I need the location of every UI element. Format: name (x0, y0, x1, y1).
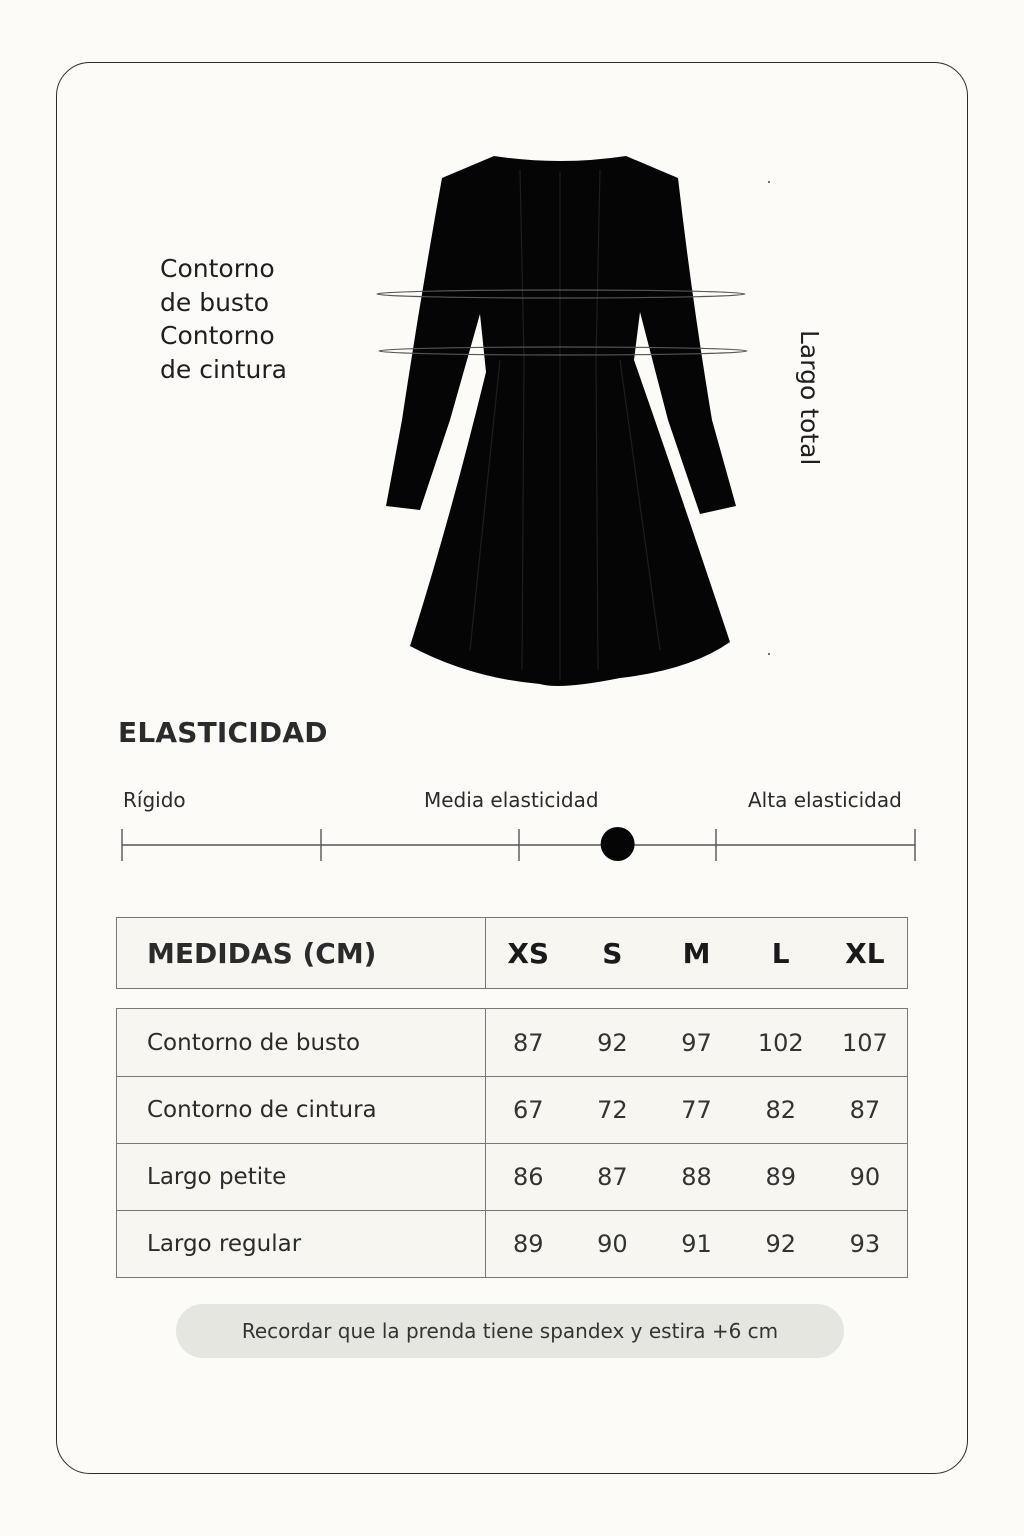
size-xs: XS (507, 936, 550, 970)
spandex-note: Recordar que la prenda tiene spandex y estira +6 cm (176, 1304, 844, 1358)
table-cell: 92 (765, 1230, 796, 1258)
table-cell: 93 (849, 1230, 881, 1258)
table-cell: 87 (597, 1163, 628, 1191)
row-label: Contorno de busto (117, 1009, 486, 1076)
table-cell: 82 (765, 1096, 796, 1124)
row-label: Largo petite (117, 1144, 486, 1210)
table-cell: 90 (849, 1163, 881, 1191)
measurements-header: MEDIDAS (CM) (117, 918, 486, 988)
row-label: Largo regular (117, 1211, 486, 1277)
table-cell: 97 (681, 1028, 712, 1057)
total-length-label: Largo total (795, 330, 824, 466)
size-s: S (602, 936, 623, 970)
table-cell: 92 (597, 1028, 628, 1057)
elasticity-marker (601, 827, 635, 861)
dress-silhouette (386, 156, 736, 686)
table-cell: 88 (681, 1163, 712, 1191)
table-cell: 72 (597, 1096, 628, 1124)
table-cell: 77 (681, 1096, 712, 1124)
table-cell: 89 (512, 1230, 544, 1258)
table-cell: 89 (765, 1163, 796, 1191)
table-cell: 102 (757, 1028, 804, 1057)
table-cell: 87 (849, 1096, 881, 1124)
waist-label-line2: de cintura (160, 354, 287, 384)
table-cell: 90 (597, 1230, 628, 1258)
elasticity-title: ELASTICIDAD (118, 716, 328, 749)
elasticity-scale (110, 822, 930, 872)
table-cell: 67 (512, 1096, 544, 1124)
row-label: Contorno de cintura (117, 1077, 486, 1143)
length-measure-line (768, 182, 770, 654)
measurement-labels (160, 252, 287, 386)
waist-label-line1: Contorno (160, 321, 275, 350)
table-row (117, 1143, 907, 1210)
size-header-table (116, 917, 908, 989)
size-l: L (771, 936, 790, 970)
table-cell: 87 (512, 1028, 544, 1057)
bust-label-line2: de busto (160, 287, 270, 317)
table-row (117, 1210, 907, 1277)
scale-label-high: Alta elasticidad (748, 788, 902, 812)
bust-label-line1: Contorno (160, 254, 275, 283)
size-data-table (116, 1008, 908, 1278)
dress-illustration (370, 148, 770, 698)
table-cell: 86 (512, 1163, 544, 1191)
scale-label-medium: Media elasticidad (424, 788, 599, 812)
scale-label-rigid: Rígido (123, 788, 186, 812)
size-header-row (117, 918, 907, 988)
table-cell: 107 (841, 1028, 888, 1057)
table-cell: 91 (681, 1230, 712, 1258)
size-m: M (682, 936, 711, 970)
table-row (117, 1076, 907, 1143)
size-xl: XL (845, 936, 885, 970)
table-row (117, 1009, 907, 1076)
